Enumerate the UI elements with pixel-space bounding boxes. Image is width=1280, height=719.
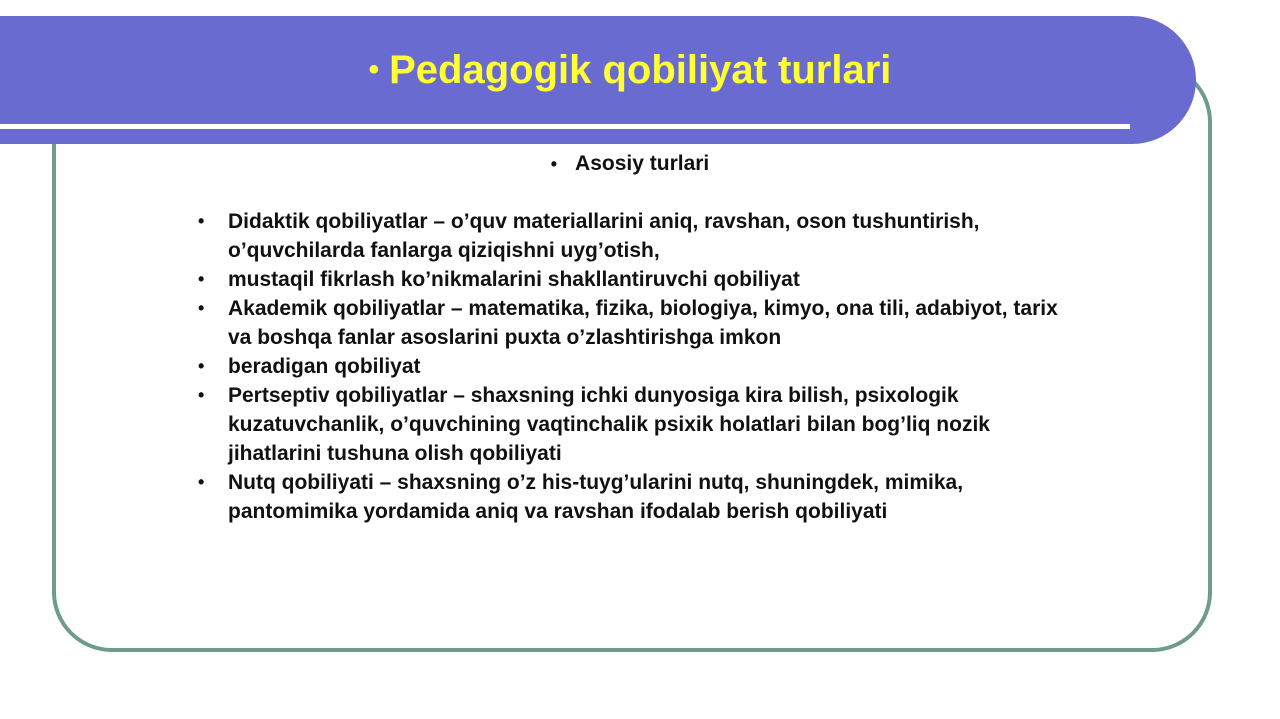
list-item: • Akademik qobiliyatlar – matematika, fizika, biologiya, kimyo, ona tili, adabiyot, tarix va boshqa fanlar asoslarini puxta o’zlashtirishga imkon [198, 294, 1078, 352]
subtitle-bullet: • [550, 154, 558, 174]
slide-title [0, 44, 1260, 96]
subtitle-text: Asosiy turlari [575, 152, 710, 175]
list-item: • Pertseptiv qobiliyatlar – shaxsning ichki dunyosiga kira bilish, psixologik kuzatuvchanlik, o’quvchining vaqtinchalik psixik holatlari bilan bog’liq nozik jihatlarini tushuna olish qobiliyati [198, 381, 1078, 468]
list-item: • Didaktik qobiliyatlar – o’quv materiallarini aniq, ravshan, oson tushuntirish, o’quvchilarda fanlarga qiziqishni uyg’otish, [198, 207, 1078, 265]
bullet-list [198, 207, 1078, 526]
title-text: Pedagogik qobiliyat turlari [389, 48, 892, 92]
list-item: • beradigan qobiliyat [198, 352, 1078, 381]
list-item: • Nutq qobiliyati – shaxsning o’z his-tuyg’ularini nutq, shuningdek, mimika, pantomimika yordamida aniq va ravshan ifodalab berish qobiliyati [198, 468, 1078, 526]
slide-subtitle [0, 150, 1260, 178]
title-bullet: • [368, 53, 380, 86]
list-item: • mustaqil fikrlash ko’nikmalarini shakllantiruvchi qobiliyat [198, 265, 1078, 294]
title-underline [0, 124, 1130, 129]
